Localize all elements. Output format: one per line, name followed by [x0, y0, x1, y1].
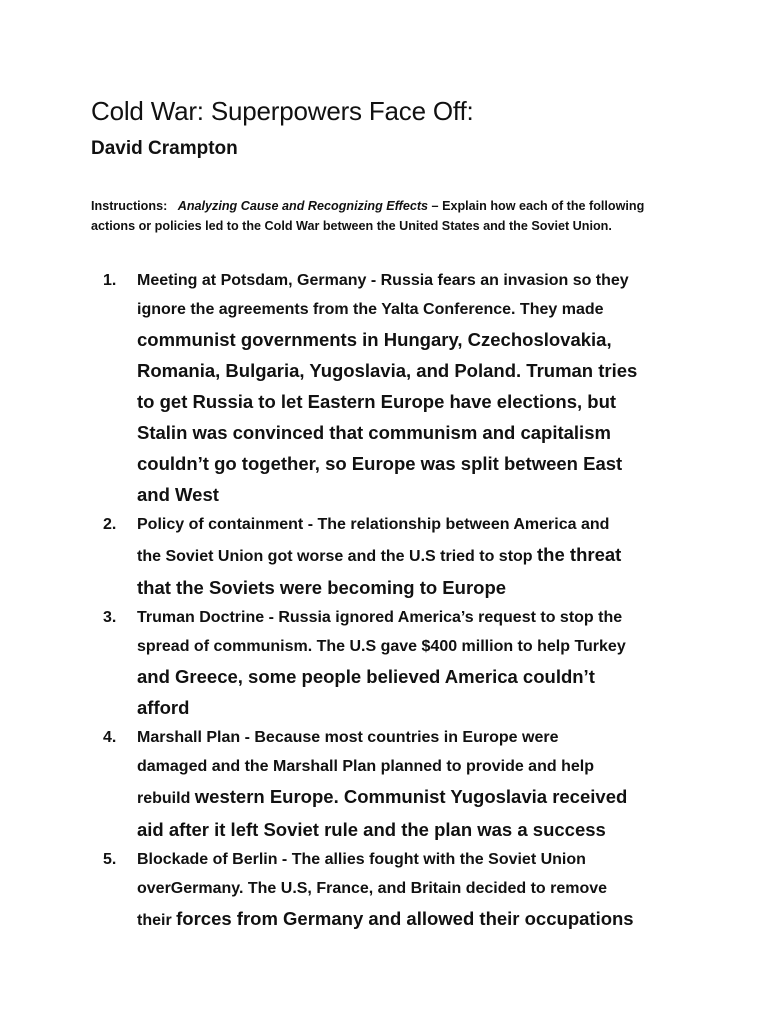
document-title: Cold War: Superpowers Face Off: — [91, 96, 474, 126]
item-number: 4. — [103, 729, 117, 746]
item-text-line: Romania, Bulgaria, Yugoslavia, and Poland. Truman tries — [137, 360, 638, 381]
item-text-line: and Greece, some people believed America couldn’t — [137, 666, 595, 687]
author-name: David Crampton — [91, 138, 238, 159]
item-text-line: Policy of containment - The relationship between America and — [137, 516, 610, 533]
item-text-line: couldn’t go together, so Europe was split between East — [137, 453, 623, 474]
item-text-line: overGermany. The U.S, France, and Britain decided to remove — [137, 880, 608, 897]
item-text-segment: forces from Germany and allowed their occupations — [176, 908, 634, 929]
list-item — [103, 723, 703, 845]
item-text-segment: rebuild — [137, 790, 195, 807]
item-text-line: afford — [137, 697, 190, 718]
item-text-line: ignore the agreements from the Yalta Conference. They made — [137, 301, 604, 318]
instructions-line-1 — [91, 196, 691, 216]
instructions-paragraph — [91, 196, 691, 236]
item-text-line: spread of communism. The U.S gave $400 million to help Turkey — [137, 638, 626, 655]
item-text-line: and West — [137, 484, 219, 505]
item-text-line: Meeting at Potsdam, Germany - Russia fears an invasion so they — [137, 272, 629, 289]
item-text-line: communist governments in Hungary, Czechoslovakia, — [137, 329, 612, 350]
instructions-line1-rest: Explain how each of the following — [442, 199, 645, 213]
item-text-line — [137, 781, 703, 814]
list-item — [103, 510, 703, 603]
item-text-line: Stalin was convinced that communism and capitalism — [137, 422, 611, 443]
instructions-line-2: actions or policies led to the Cold War between the United States and the Soviet Union. — [91, 219, 612, 233]
item-text-segment: western Europe. Communist Yugoslavia received — [194, 786, 628, 807]
item-text-segment: their — [137, 912, 177, 929]
item-text-line: Marshall Plan - Because most countries in Europe were — [137, 729, 559, 746]
item-text-line: that the Soviets were becoming to Europe — [137, 577, 507, 598]
item-text-line: aid after it left Soviet rule and the plan was a success — [137, 819, 606, 840]
item-number: 3. — [103, 609, 117, 626]
instructions-label: Instructions: — [91, 199, 168, 213]
question-list — [103, 266, 703, 936]
list-item — [103, 603, 703, 723]
item-text-segment: the threat — [537, 544, 622, 565]
item-text-line — [137, 539, 703, 572]
item-text-segment: the Soviet Union got worse and the U.S tried to stop — [137, 548, 538, 565]
item-number: 5. — [103, 851, 117, 868]
item-number: 1. — [103, 272, 117, 289]
item-text-line — [137, 903, 703, 936]
list-item — [103, 266, 703, 510]
item-number: 2. — [103, 516, 117, 533]
item-text-line: damaged and the Marshall Plan planned to provide and help — [137, 758, 594, 775]
list-item — [103, 845, 703, 936]
instructions-dash: – — [428, 199, 443, 213]
item-text-line: Truman Doctrine - Russia ignored America’s request to stop the — [137, 609, 623, 626]
item-text-line: to get Russia to let Eastern Europe have elections, but — [137, 391, 617, 412]
item-text-line: Blockade of Berlin - The allies fought with the Soviet Union — [137, 851, 586, 868]
instructions-emphasis: Analyzing Cause and Recognizing Effects — [177, 199, 429, 213]
